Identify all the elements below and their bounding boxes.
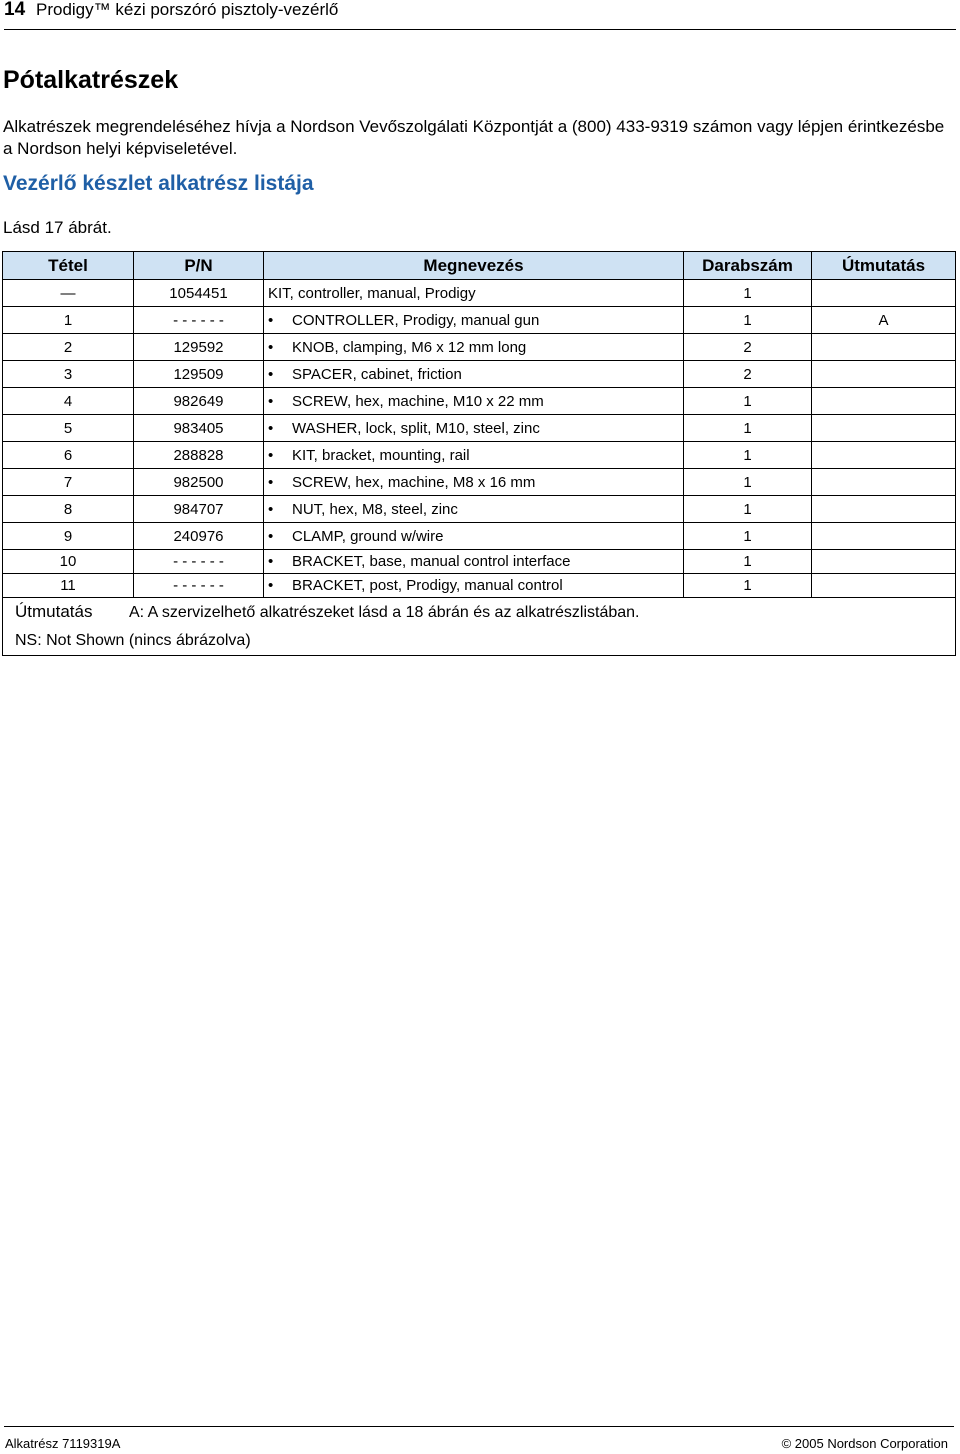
- page-header: [4, 0, 956, 20]
- quantity-cell: 1: [684, 523, 812, 550]
- quantity-cell: 1: [684, 307, 812, 334]
- description-text: SCREW, hex, machine, M10 x 22 mm: [292, 392, 544, 410]
- table-row: [3, 388, 956, 415]
- note-cell: [812, 442, 956, 469]
- page-number: 14: [4, 0, 26, 20]
- note-cell: [812, 388, 956, 415]
- footer-copyright: © 2005 Nordson Corporation: [781, 1436, 948, 1451]
- intro-text: Alkatrészek megrendeléséhez hívja a Nordson Vevőszolgálati Központját a (800) 433-9319 számon vagy lépjen érintkezésbe a Nordson helyi képviseletével.: [3, 117, 945, 158]
- description-cell: [264, 469, 684, 496]
- quantity-cell: 1: [684, 550, 812, 574]
- table-row: [3, 334, 956, 361]
- item-cell: 6: [3, 442, 134, 469]
- column-header-item: Tétel: [3, 252, 134, 280]
- pn-cell: - - - - - -: [134, 550, 264, 574]
- description-text: KNOB, clamping, M6 x 12 mm long: [292, 338, 527, 356]
- bullet-icon: •: [268, 338, 274, 356]
- table-row: [3, 361, 956, 388]
- description-cell: [264, 523, 684, 550]
- quantity-cell: 1: [684, 415, 812, 442]
- item-cell: 10: [3, 550, 134, 574]
- description-text: CLAMP, ground w/wire: [292, 527, 444, 545]
- item-cell: 9: [3, 523, 134, 550]
- footer-divider: [4, 1426, 954, 1427]
- description-text: BRACKET, post, Prodigy, manual control: [292, 577, 563, 594]
- notes-row: [3, 598, 956, 656]
- description-cell: [264, 550, 684, 574]
- note-cell: [812, 415, 956, 442]
- description-cell: [264, 388, 684, 415]
- item-cell: 11: [3, 574, 134, 598]
- note-cell: [812, 469, 956, 496]
- description-text: KIT, controller, manual, Prodigy: [268, 284, 476, 302]
- item-cell: 7: [3, 469, 134, 496]
- bullet-icon: •: [268, 577, 274, 594]
- figure-reference: Lásd 17 ábrát.: [3, 218, 112, 237]
- bullet-icon: •: [268, 311, 274, 329]
- table-row: [3, 523, 956, 550]
- section-title: Pótalkatrészek: [3, 66, 179, 94]
- table-header-row: [3, 252, 956, 280]
- description-text: SCREW, hex, machine, M8 x 16 mm: [292, 473, 536, 491]
- item-cell: 2: [3, 334, 134, 361]
- description-cell: [264, 307, 684, 334]
- bullet-icon: •: [268, 365, 274, 383]
- subsection-title: Vezérlő készlet alkatrész listája: [3, 172, 314, 195]
- parts-table: [2, 251, 956, 656]
- description-cell: [264, 496, 684, 523]
- note-ns: NS: Not Shown (nincs ábrázolva): [15, 632, 251, 649]
- note-cell: [812, 496, 956, 523]
- quantity-cell: 1: [684, 442, 812, 469]
- note-cell: [812, 523, 956, 550]
- description-text: CONTROLLER, Prodigy, manual gun: [292, 311, 540, 329]
- item-cell: 8: [3, 496, 134, 523]
- table-row: [3, 550, 956, 574]
- pn-cell: 240976: [134, 523, 264, 550]
- description-text: KIT, bracket, mounting, rail: [292, 446, 470, 464]
- description-text: NUT, hex, M8, steel, zinc: [292, 500, 458, 518]
- note-cell: [812, 574, 956, 598]
- description-cell: [264, 415, 684, 442]
- bullet-icon: •: [268, 500, 274, 518]
- note-cell: [812, 361, 956, 388]
- table-row: [3, 496, 956, 523]
- quantity-cell: 2: [684, 361, 812, 388]
- description-cell: [264, 334, 684, 361]
- notes-label: Útmutatás: [15, 602, 93, 621]
- item-cell: 5: [3, 415, 134, 442]
- bullet-icon: •: [268, 527, 274, 545]
- pn-cell: 982649: [134, 388, 264, 415]
- pn-cell: 1054451: [134, 280, 264, 307]
- column-header-description: Megnevezés: [264, 252, 684, 280]
- table-row: [3, 442, 956, 469]
- note-cell: [812, 550, 956, 574]
- pn-cell: 288828: [134, 442, 264, 469]
- pn-cell: - - - - - -: [134, 574, 264, 598]
- notes-cell: [3, 598, 956, 656]
- quantity-cell: 2: [684, 334, 812, 361]
- description-cell: [264, 442, 684, 469]
- bullet-icon: •: [268, 419, 274, 437]
- item-cell: 1: [3, 307, 134, 334]
- note-a: [3, 598, 955, 627]
- bullet-icon: •: [268, 446, 274, 464]
- pn-cell: 982500: [134, 469, 264, 496]
- quantity-cell: 1: [684, 280, 812, 307]
- header-title: Prodigy™ kézi porszóró pisztoly-vezérlő: [36, 0, 339, 19]
- pn-cell: 129592: [134, 334, 264, 361]
- column-header-note: Útmutatás: [812, 252, 956, 280]
- quantity-cell: 1: [684, 469, 812, 496]
- description-cell: [264, 280, 684, 307]
- table-row: [3, 574, 956, 598]
- item-cell: 4: [3, 388, 134, 415]
- bullet-icon: •: [268, 392, 274, 410]
- bullet-icon: •: [268, 473, 274, 491]
- note-cell: [812, 280, 956, 307]
- pn-cell: - - - - - -: [134, 307, 264, 334]
- description-cell: [264, 361, 684, 388]
- table-row: [3, 280, 956, 307]
- table-row: [3, 415, 956, 442]
- header-divider: [4, 29, 956, 30]
- item-cell: —: [3, 280, 134, 307]
- quantity-cell: 1: [684, 496, 812, 523]
- item-cell: 3: [3, 361, 134, 388]
- column-header-quantity: Darabszám: [684, 252, 812, 280]
- table-row: [3, 307, 956, 334]
- table-row: [3, 469, 956, 496]
- description-cell: [264, 574, 684, 598]
- quantity-cell: 1: [684, 574, 812, 598]
- pn-cell: 983405: [134, 415, 264, 442]
- bullet-icon: •: [268, 553, 274, 570]
- description-text: WASHER, lock, split, M10, steel, zinc: [292, 419, 540, 437]
- quantity-cell: 1: [684, 388, 812, 415]
- footer-part-number: Alkatrész 7119319A: [5, 1436, 121, 1451]
- note-a-text: A: A szervizelhető alkatrészeket lásd a 18 ábrán és az alkatrészlistában.: [129, 604, 640, 621]
- pn-cell: 984707: [134, 496, 264, 523]
- note-cell: [812, 334, 956, 361]
- description-text: SPACER, cabinet, friction: [292, 365, 462, 383]
- pn-cell: 129509: [134, 361, 264, 388]
- description-text: BRACKET, base, manual control interface: [292, 553, 571, 570]
- column-header-pn: P/N: [134, 252, 264, 280]
- note-cell: A: [812, 307, 956, 334]
